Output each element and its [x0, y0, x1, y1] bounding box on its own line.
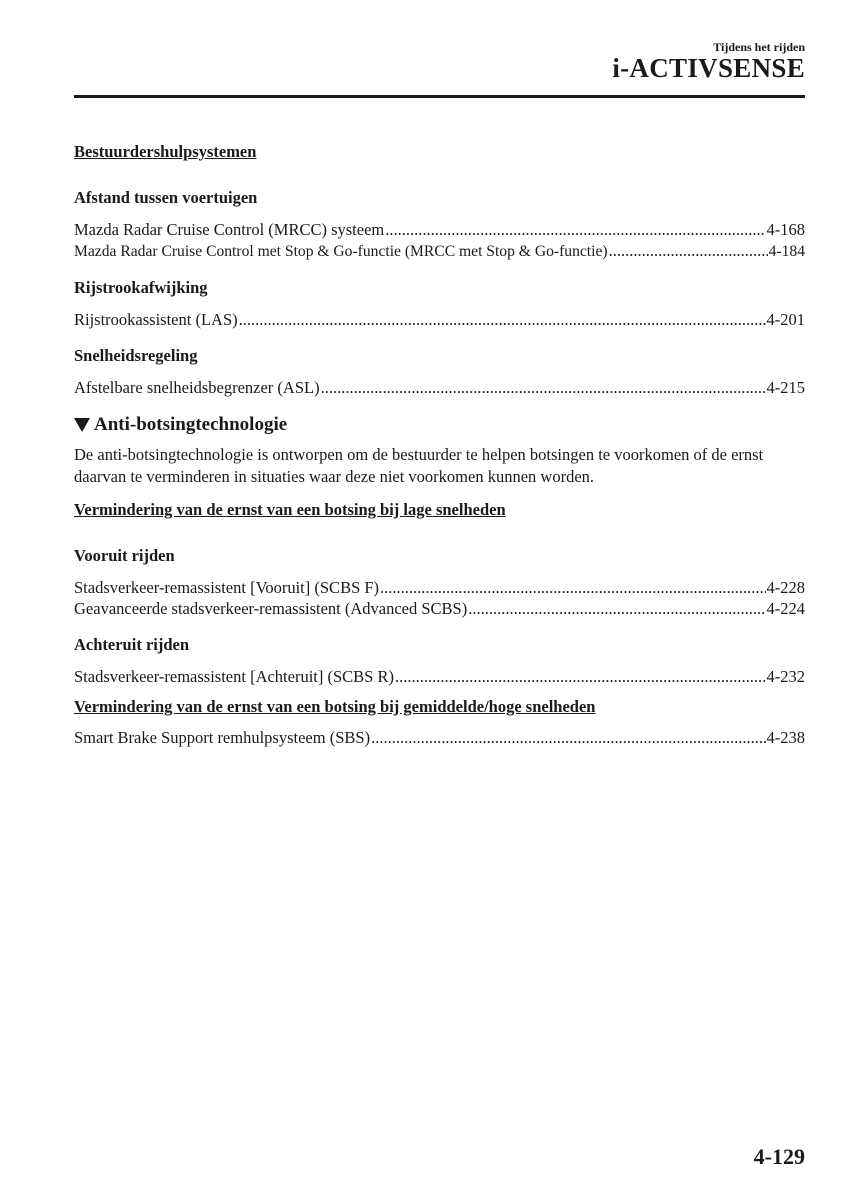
subheading-speed: Snelheidsregeling	[74, 346, 198, 365]
category-heading-low-speed: Vermindering van de ernst van een botsing bij lage snelheden	[74, 500, 506, 519]
toc-label: Geavanceerde stadsverkeer-remassistent (Advanced SCBS)	[74, 599, 468, 618]
subheading-distance: Afstand tussen voertuigen	[74, 188, 258, 207]
subheading-reverse: Achteruit rijden	[74, 635, 190, 654]
toc-label: Mazda Radar Cruise Control (MRCC) systeem	[74, 220, 385, 239]
toc-group-distance	[74, 219, 805, 262]
toc-label: Afstelbare snelheidsbegrenzer (ASL)	[74, 378, 320, 397]
toc-page: 4-201	[766, 310, 805, 329]
toc-label: Stadsverkeer-remassistent [Achteruit] (SCBS R)	[74, 667, 394, 686]
category-heading-driver-assist: Bestuurdershulpsystemen	[74, 142, 257, 161]
toc-label: Rijstrookassistent (LAS)	[74, 310, 238, 329]
toc-label: Stadsverkeer-remassistent [Vooruit] (SCBS F)	[74, 578, 380, 597]
category-heading-high-speed: Vermindering van de ernst van een botsing bij gemiddelde/hoge snelheden	[74, 697, 596, 716]
page-content	[74, 140, 805, 762]
toc-page: 4-232	[766, 667, 805, 686]
toc-page: 4-184	[768, 243, 805, 260]
toc-entry-scbs-f[interactable]	[74, 577, 805, 598]
dot-leader	[385, 219, 765, 240]
toc-entry-advanced-scbs[interactable]	[74, 598, 805, 619]
subheading-forward: Vooruit rijden	[74, 546, 175, 565]
toc-page: 4-238	[766, 728, 805, 747]
toc-entry-asl[interactable]	[74, 377, 805, 398]
toc-group-high-speed	[74, 727, 805, 748]
toc-label: Mazda Radar Cruise Control met Stop & Go-functie (MRCC met Stop & Go-functie)	[74, 243, 608, 260]
toc-group-lane	[74, 309, 805, 330]
dot-leader	[609, 240, 768, 261]
toc-group-speed	[74, 377, 805, 398]
section-title: i-ACTIVSENSE	[612, 53, 805, 83]
toc-page: 4-224	[766, 599, 805, 618]
toc-group-reverse	[74, 666, 805, 687]
section-heading-collision	[74, 412, 805, 438]
toc-label: Smart Brake Support remhulpsysteem (SBS)	[74, 728, 371, 747]
header-divider	[74, 95, 805, 98]
toc-page: 4-228	[766, 578, 805, 597]
toc-page: 4-215	[766, 378, 805, 397]
dot-leader	[468, 598, 765, 619]
page-number: 4-129	[753, 1144, 805, 1169]
dot-leader	[371, 727, 765, 748]
subheading-lane: Rijstrookafwijking	[74, 278, 208, 297]
toc-entry-scbs-r[interactable]	[74, 666, 805, 687]
chapter-title: Tijdens het rijden	[713, 40, 805, 54]
dot-leader	[239, 309, 766, 330]
triangle-down-icon	[74, 418, 90, 432]
toc-page: 4-168	[766, 220, 805, 239]
section-heading-text: Anti-botsingtechnologie	[94, 414, 288, 435]
dot-leader	[321, 377, 766, 398]
dot-leader	[380, 577, 765, 598]
toc-entry-mrcc-stop-go[interactable]	[74, 240, 805, 262]
toc-entry-mrcc[interactable]	[74, 219, 805, 240]
toc-entry-las[interactable]	[74, 309, 805, 330]
dot-leader	[395, 666, 766, 687]
toc-group-forward	[74, 577, 805, 619]
toc-entry-sbs[interactable]	[74, 727, 805, 748]
collision-description: De anti-botsingtechnologie is ontworpen om de bestuurder te helpen botsingen te voorkomen of de ernst daarvan te verminderen in situaties waar deze niet voorkomen kunnen worden.	[74, 445, 764, 486]
